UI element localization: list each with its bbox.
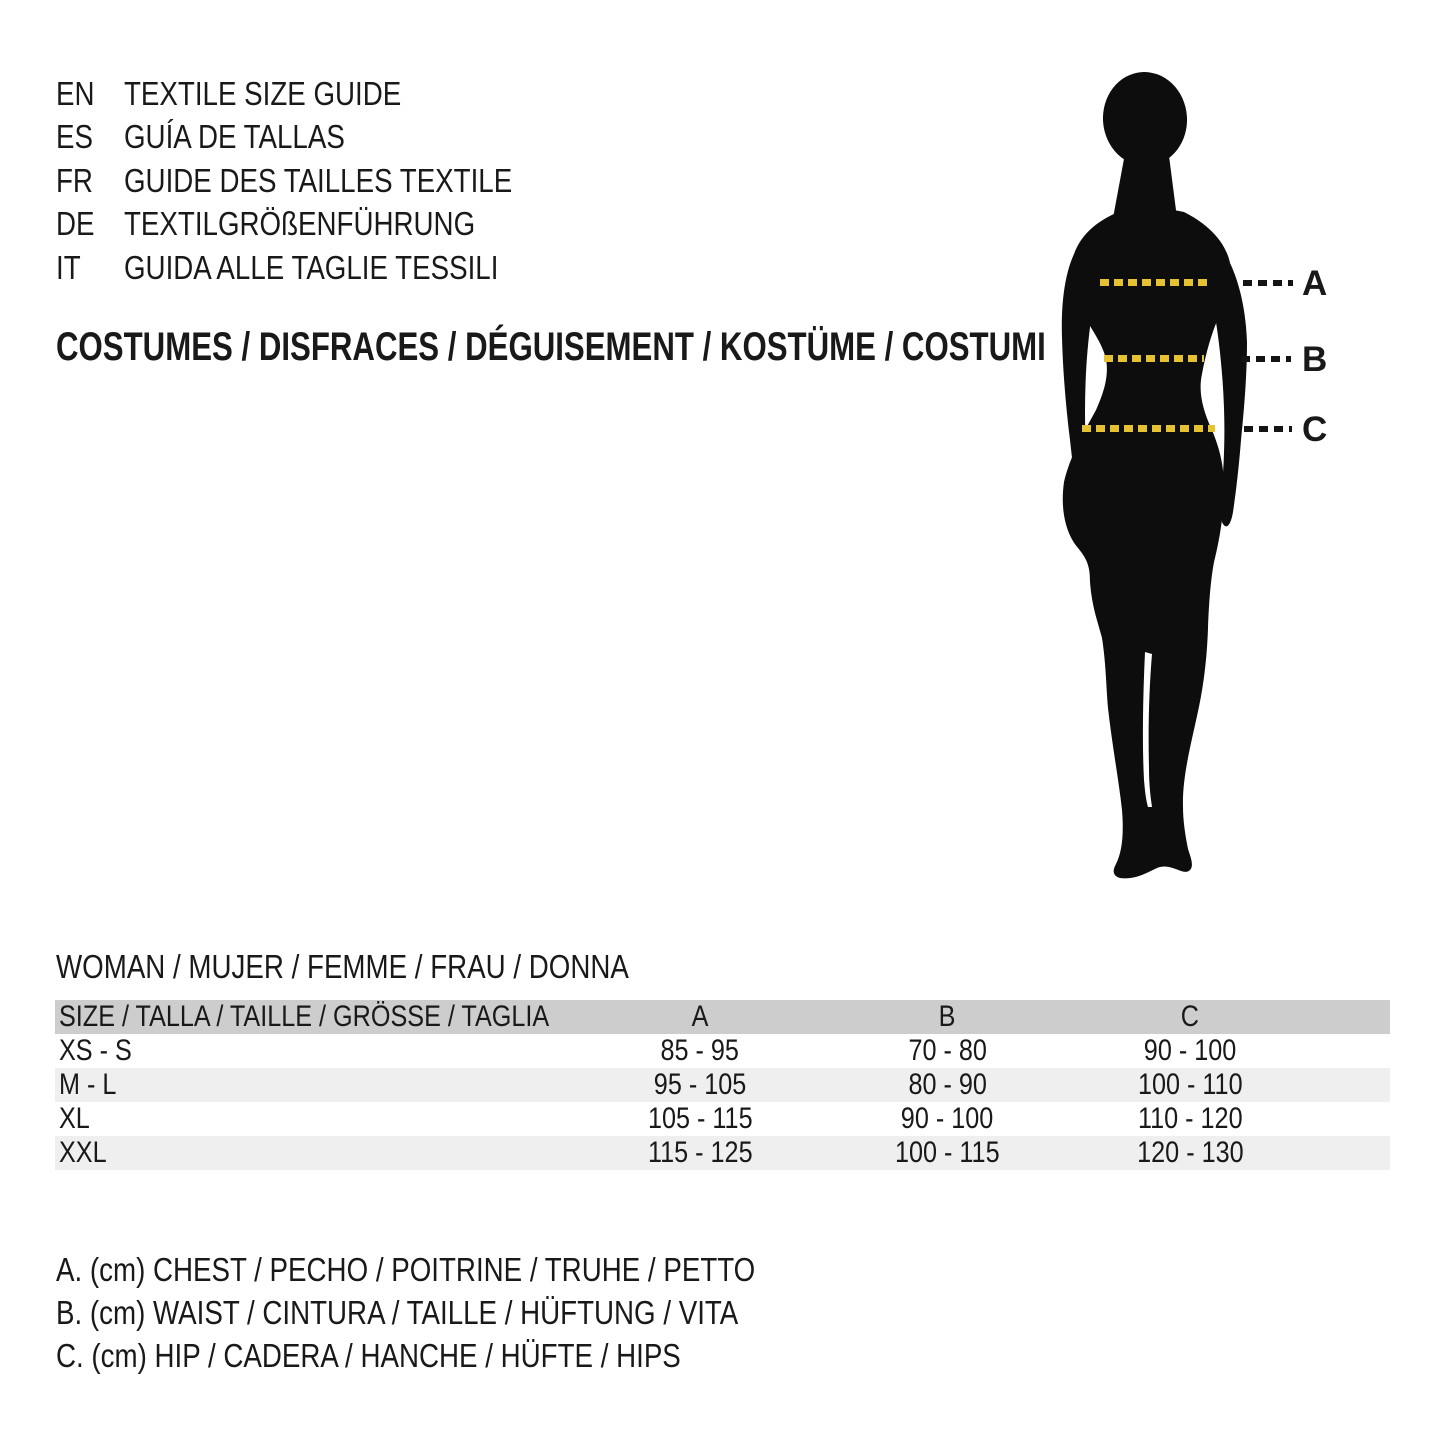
legend-row-hip [56,1334,888,1377]
language-row-en [56,72,586,116]
silhouette-neck [1113,148,1177,218]
row-size: XS - S [59,1034,132,1067]
header-col-c: C [1180,1000,1200,1033]
row-value-a: 85 - 95 [660,1034,740,1067]
row-value-b: 100 - 115 [895,1136,1000,1169]
row-value-b: 70 - 80 [908,1034,987,1067]
row-value-c: 110 - 120 [1137,1102,1243,1135]
legend-row-chest [56,1248,888,1291]
language-title: TEXTILE SIZE GUIDE [124,74,402,112]
marker-label-a: A [1302,264,1328,303]
size-table-row-xs-s [55,1034,1390,1068]
language-title: GUÍA DE TALLAS [124,118,345,156]
header-size-label: SIZE / TALLA / TAILLE / GRÖSSE / TAGLIA [59,1000,550,1033]
size-table-row-xl [55,1102,1390,1136]
waist-measure-dash-yellow [1104,355,1204,362]
category-title: COSTUMES / DISFRACES / DÉGUISEMENT / KOSTÜME / COSTUMI [56,325,1046,369]
marker-label-c: C [1302,410,1328,449]
woman-silhouette [1056,70,1256,880]
language-code: EN [56,74,95,112]
language-row-es [56,116,586,160]
row-size: XXL [59,1136,107,1169]
row-value-b: 80 - 90 [908,1068,987,1101]
row-value-a: 115 - 125 [647,1136,753,1169]
language-row-it [56,246,586,290]
hip-measure-dash-black [1244,426,1292,432]
language-title: GUIDE DES TAILLES TEXTILE [124,161,513,199]
hip-measure-dash-yellow [1082,425,1215,432]
header-col-b: B [939,1000,956,1033]
legend-text: B. (cm) WAIST / CINTURA / TAILLE / HÜFTUNG / VITA [56,1293,739,1331]
row-value-b: 90 - 100 [901,1102,994,1135]
legend-text: A. (cm) CHEST / PECHO / POITRINE / TRUHE / PETTO [56,1250,756,1288]
language-row-de [56,203,586,247]
section-title-text: WOMAN / MUJER / FEMME / FRAU / DONNA [56,948,629,985]
language-code: ES [56,118,93,156]
row-value-c: 120 - 130 [1136,1136,1244,1169]
chest-measure-dash-yellow [1100,279,1212,286]
language-title: TEXTILGRÖßENFÜHRUNG [124,205,476,243]
row-value-c: 90 - 100 [1143,1034,1237,1067]
waist-measure-dash-black [1241,356,1291,362]
language-row-fr [56,159,586,203]
chest-measure-dash-black [1243,280,1293,286]
marker-label-b: B [1302,340,1328,379]
measurement-legend [56,1248,888,1377]
row-value-a: 105 - 115 [647,1102,753,1135]
size-table-row-m-l [55,1068,1390,1102]
section-title-woman [56,950,738,984]
size-table-header-row [55,1000,1390,1034]
language-code: FR [56,161,93,199]
language-code: DE [56,205,95,243]
row-value-c: 100 - 110 [1137,1068,1243,1101]
row-value-a: 95 - 105 [653,1068,747,1101]
language-guide-list [56,72,586,290]
size-table [55,1000,1390,1170]
row-size: XL [59,1102,90,1135]
row-size: M - L [59,1068,117,1101]
legend-row-waist [56,1291,888,1334]
header-col-a: A [691,1000,709,1033]
language-code: IT [56,248,81,286]
language-title: GUIDA ALLE TAGLIE TESSILI [124,248,499,286]
legend-text: C. (cm) HIP / CADERA / HANCHE / HÜFTE / HIPS [56,1336,681,1374]
size-table-row-xxl [55,1136,1390,1170]
